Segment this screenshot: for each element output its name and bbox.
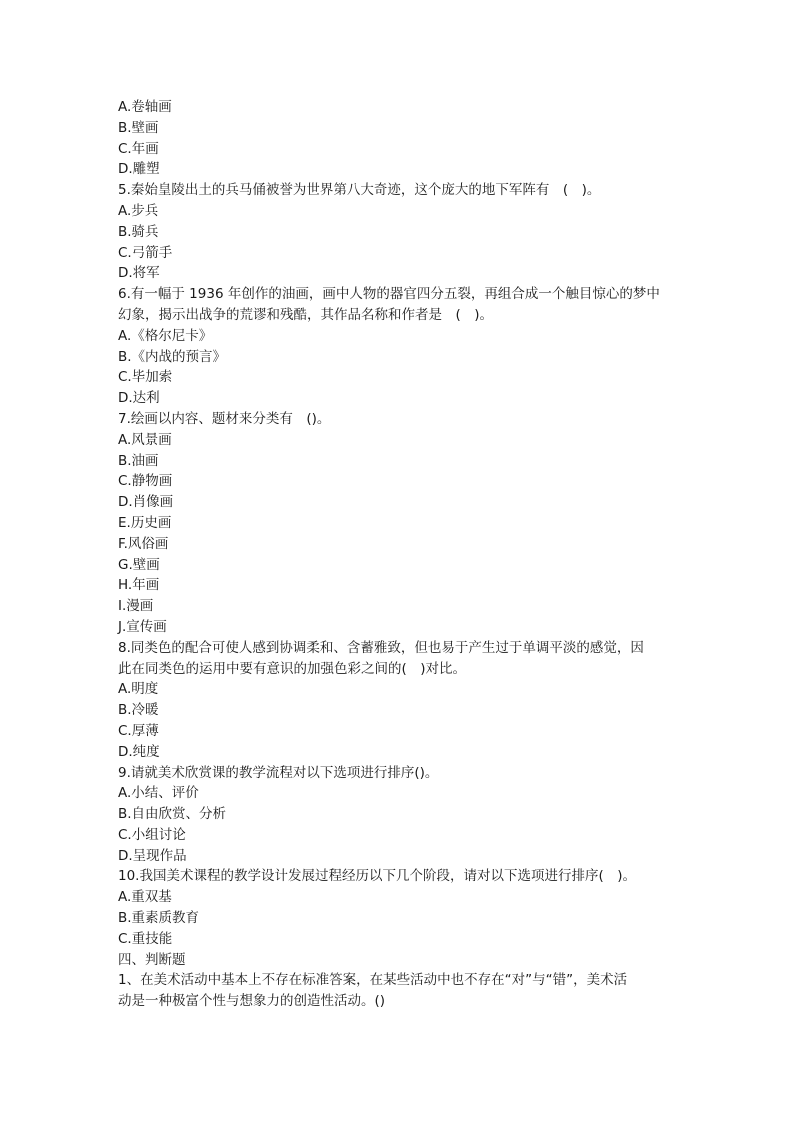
answer-option: A.风景画 bbox=[118, 431, 172, 448]
answer-option: A.步兵 bbox=[118, 202, 159, 219]
question-text: 1、在美术活动中基本上不存在标准答案，在某些活动中也不存在“对”与“错”，美术活 bbox=[118, 972, 628, 989]
answer-option: F.风俗画 bbox=[118, 535, 169, 552]
answer-option: A.小结、评价 bbox=[118, 785, 199, 802]
answer-option: B.壁画 bbox=[118, 119, 159, 136]
answer-option: B.油画 bbox=[118, 452, 159, 469]
answer-option: A.卷轴画 bbox=[118, 99, 172, 115]
answer-option: H.年画 bbox=[118, 577, 160, 594]
answer-option: D.纯度 bbox=[118, 743, 160, 760]
question-text: 5.秦始皇陵出土的兵马俑被誉为世界第八大奇迹，这个庞大的地下军阵有 ( )。 bbox=[118, 182, 601, 199]
answer-option: B.《内战的预言》 bbox=[118, 348, 227, 365]
answer-option: C.毕加索 bbox=[118, 369, 173, 386]
answer-option: D.肖像画 bbox=[118, 494, 174, 511]
answer-option: I.漫画 bbox=[118, 598, 154, 615]
answer-option: C.年画 bbox=[118, 140, 159, 157]
answer-option: C.静物画 bbox=[118, 473, 173, 490]
answer-option: A.《格尔尼卡》 bbox=[118, 327, 213, 344]
section-heading: 四、判断题 bbox=[118, 951, 186, 968]
question-text: 6.有一幅于 1936 年创作的油画，画中人物的器官四分五裂，再组合成一个触目惊心的梦中 bbox=[118, 286, 660, 303]
question-text: 8.同类色的配合可使人感到协调柔和、含蓄雅致，但也易于产生过于单调平淡的感觉，因 bbox=[118, 639, 644, 656]
answer-option: B.自由欣赏、分析 bbox=[118, 806, 227, 823]
answer-option: D.呈现作品 bbox=[118, 847, 187, 864]
answer-option: C.小组讨论 bbox=[118, 826, 186, 843]
answer-option: B.骑兵 bbox=[118, 223, 159, 240]
answer-option: C.重技能 bbox=[118, 930, 173, 947]
answer-option: D.雕塑 bbox=[118, 161, 160, 178]
answer-option: A.明度 bbox=[118, 681, 159, 698]
question-text: 幻象，揭示出战争的荒谬和残酷，其作品名称和作者是 ( )。 bbox=[118, 306, 494, 323]
answer-option: D.达利 bbox=[118, 390, 160, 407]
answer-option: C.厚薄 bbox=[118, 722, 159, 739]
answer-option: B.冷暖 bbox=[118, 702, 159, 719]
question-text: 此在同类色的运用中要有意识的加强色彩之间的( )对比。 bbox=[118, 660, 467, 677]
question-text: 10.我国美术课程的教学设计发展过程经历以下几个阶段，请对以下选项进行排序( )。 bbox=[118, 868, 637, 885]
answer-option: A.重双基 bbox=[118, 889, 172, 906]
question-text: 动是一种极富个性与想象力的创造性活动。() bbox=[118, 993, 386, 1010]
document-body bbox=[118, 97, 678, 1012]
answer-option: B.重素质教育 bbox=[118, 910, 200, 927]
answer-option: J.宣传画 bbox=[118, 618, 167, 635]
question-text: 7.绘画以内容、题材来分类有 ()。 bbox=[118, 410, 331, 427]
answer-option: D.将军 bbox=[118, 265, 160, 282]
answer-option: C.弓箭手 bbox=[118, 244, 173, 261]
answer-option: G.壁画 bbox=[118, 556, 160, 573]
answer-option: E.历史画 bbox=[118, 514, 172, 531]
question-text: 9.请就美术欣赏课的教学流程对以下选项进行排序()。 bbox=[118, 764, 439, 781]
